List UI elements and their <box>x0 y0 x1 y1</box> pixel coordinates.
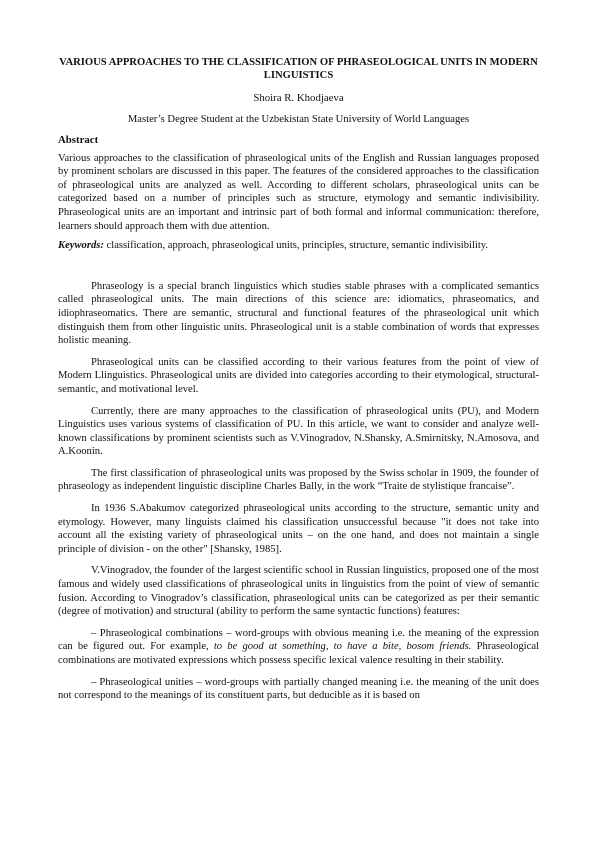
abstract-section <box>58 134 539 253</box>
author-affiliation: Master’s Degree Student at the Uzbekistan State University of World Languages <box>127 114 470 126</box>
body-paragraph: Phraseology is a special branch linguistics which studies stable phrases with a complicated semantics called phraseological units. The main directions of this science are: idiomatics, phraseomatics, and idiophraseomatics. There are semantic, structural and functional features of the phraseological unit which distinguish them from other linguistic units. Phraseological unit is a stable combination of words that expresses holistic meaning. <box>58 280 539 347</box>
combinations-examples: to be good at something, to have a bite, bosom friends. <box>213 641 472 653</box>
body-paragraph: V.Vinogradov, the founder of the largest scientific school in Russian linguistics, proposed one of the most famous and widely used classifications of phraseological units in linguistics from the point of view of semantic fusion. According to Vinogradov’s classification, phraseological units can be categorized as per their semantic (degree of motivation) and structural (ability to perform the same syntactic functions) features: <box>58 565 539 618</box>
body-paragraph: Currently, there are many approaches to the classification of phraseological units (PU), and Modern Linguistics uses various systems of classification of PU. In this article, we want to consider and analyze well-known classifications by prominent scientists such as V.Vinogradov, N.Shansky, A.Smirnitsky, N.Amosova, and A.Koonin. <box>58 405 539 458</box>
body-paragraph-combinations <box>58 627 539 668</box>
keywords-line <box>58 239 539 253</box>
keywords-label: Keywords: <box>58 240 104 252</box>
abstract-text: Various approaches to the classification of phraseological units of the English and Russian languages proposed by prominent scholars are discussed in this paper. The features of the considered approaches to the classification of phraseological units are analyzed as well. According to different scholars, phraseological units can be categorized based on a number of principles such as structure, etymology and semantic indivisibility. Phraseological units are an important and intrinsic part of both formal and informal communication: therefore, learners should approach them with due attention. <box>58 152 539 232</box>
paper-title: VARIOUS APPROACHES TO THE CLASSIFICATION OF PHRASEOLOGICAL UNITS IN MODERN LINGUISTICS <box>59 57 538 82</box>
body-section <box>58 280 539 703</box>
author-name: Shoira R. Khodjaeva <box>253 91 344 104</box>
abstract-heading: Abstract <box>58 134 99 146</box>
body-paragraph: In 1936 S.Abakumov categorized phraseological units according to the structure, semantic unity and etymology. However, many linguists claimed his classification unsuccessful because "it does not take into account all the existing variety of phraseological units – on the one hand, and does not maintain a single principle of division - on the other" [Shansky, 1985]. <box>58 503 539 555</box>
keywords-text: classification, approach, phraseological units, principles, structure, semantic indivisibility. <box>103 240 489 252</box>
combinations-rest: Phraseological combinations are motivated expressions which possess specific lexical valence resulting in their stability. <box>58 641 539 666</box>
combinations-intro: – Phraseological combinations – word-groups with obvious meaning i.e. the meaning of the expression can be figured out. For example, <box>58 627 539 653</box>
body-paragraph-unities: – Phraseological unities – word-groups with partially changed meaning i.e. the meaning of the unit does not correspond to the meanings of its constituent parts, but deducible as it is based on <box>58 676 539 702</box>
body-paragraph: The first classification of phraseological units was proposed by the Swiss scholar in 1909, the founder of phraseology as independent linguistic discipline Charles Bally, in the work “Traite de stylistique francaise”. <box>58 467 539 493</box>
body-paragraph: Phraseological units can be classified according to their various features from the point of view of Modern Llinguistics. Phraseological units are divided into categories according to their etymological, structural-semantic, and motivational level. <box>58 356 539 395</box>
